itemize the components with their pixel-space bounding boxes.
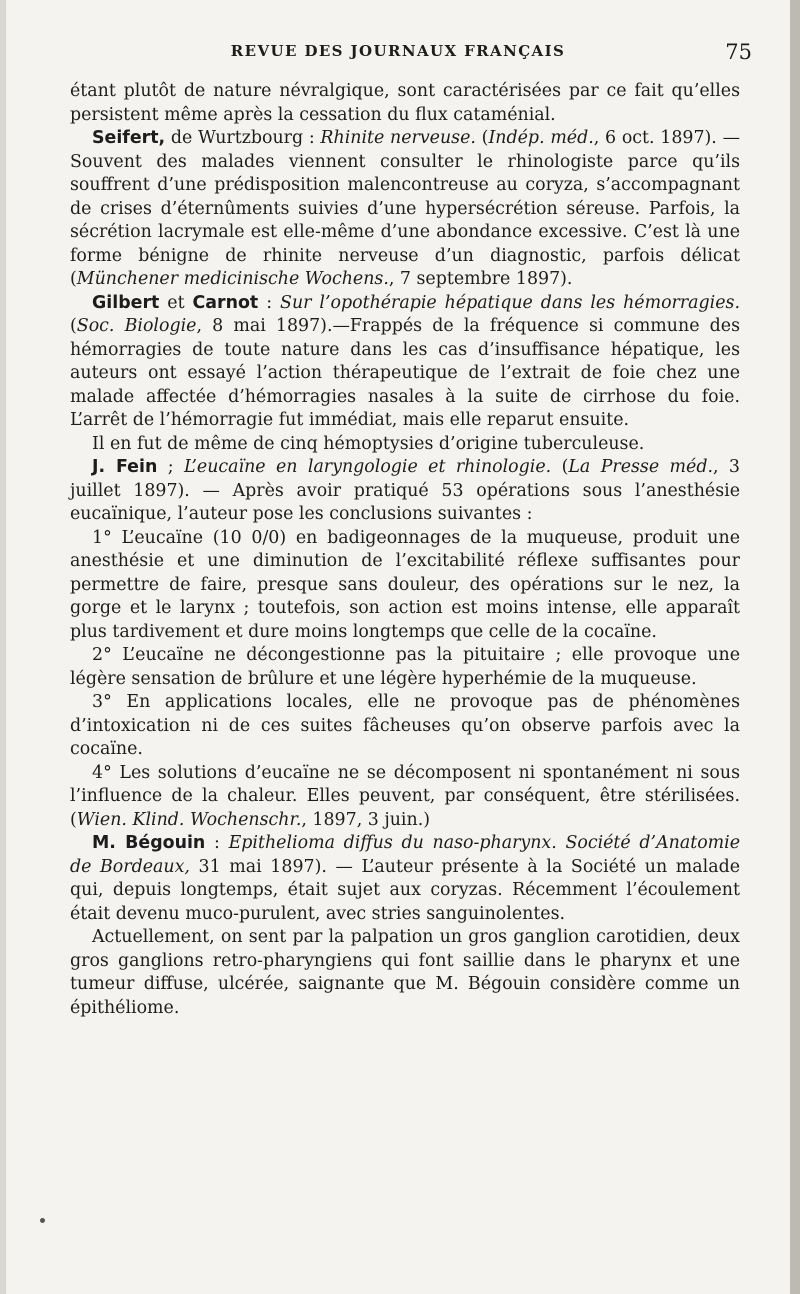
source-journal: Münchener medicinische Wochens.	[76, 269, 389, 289]
author-name: J. Fein	[92, 457, 158, 477]
article-title: L’eucaïne en laryngologie et rhinologie.	[184, 457, 552, 477]
source-journal: La Presse méd.	[568, 457, 713, 477]
article-title: Rhinite nerveuse.	[320, 128, 476, 148]
ink-speck	[40, 1218, 45, 1223]
source-journal: Wien. Klind. Wochenschr.	[76, 809, 302, 830]
running-title: REVUE DES JOURNAUX FRANÇAIS	[230, 42, 566, 60]
conclusion-3: 3° En applications locales, elle ne provoque pas de phénomènes d’intoxication ni de ces suites fâcheuses qu’on observe parfois avec la cocaïne.	[70, 692, 740, 759]
article-seifert: Seifert, de Wurtzbourg : Rhinite nerveuse. (Indép. méd., 6 oct. 1897). — Souvent des malades viennent consulter le rhinologiste parce qu’ils souffrent d’une prédisposition malencontreuse au coryza, s’accompagnant de crises d’éternûments suivies d’une hypersécrétion séreuse. Parfois, la sécrétion lacrymale est elle-même d’une abondance excessive. C’est là une forme bénigne de rhinite nerveuse d’un diagnostic, parfois délicat (Münchener medicinische Wochens., 7 septembre 1897).	[70, 128, 740, 289]
source-journal: Soc. Biologie	[76, 316, 197, 336]
page-number: 75	[725, 40, 752, 64]
page-header	[6, 40, 790, 64]
paragraph: Il en fut de même de cinq hémoptysies d’origine tuberculeuse.	[92, 433, 645, 454]
author-name: Carnot	[192, 292, 259, 313]
author-name: Gilbert	[92, 292, 160, 313]
article-begouin: M. Bégouin : Epithelioma diffus du naso-pharynx. Société d’Anatomie de Bordeaux, 31 mai 1897). — L’auteur présente à la Société un malade qui, depuis longtemps, était sujet aux coryzas. Récemment l’écoulement était devenu muco-purulent, avec stries sanguinolentes.	[70, 833, 741, 924]
conclusion-4: 4° Les solutions d’eucaïne ne se décomposent ni spontanément ni sous l’influence de la chaleur. Elles peuvent, par conséquent, être stérilisées. (Wien. Klind. Wochenschr., 1897, 3 juin.)	[70, 762, 740, 830]
article-fein: J. Fein ; L’eucaïne en laryngologie et rhinologie. (La Presse méd., 3 juillet 1897). — Après avoir pratiqué 53 opérations sous l’anesthésie eucaïnique, l’auteur pose les conclusions suivantes :	[70, 457, 740, 524]
conclusion-2: 2° L’eucaïne ne décongestionne pas la pituitaire ; elle provoque une légère sensation de brûlure et une légère hyperhémie de la muqueuse.	[70, 645, 740, 689]
continued-paragraph: étant plutôt de nature névralgique, sont caractérisées par ce fait qu’elles persistent même après la cessation du flux cataménial.	[70, 81, 740, 125]
article-gilbert-carnot: Gilbert et Carnot : Sur l’opothérapie hépatique dans les hémorragies. (Soc. Biologie, 8 mai 1897).—Frappés de la fréquence si commune des hémorragies de toute nature dans les cas d’insuffisance hépatique, les auteurs ont essayé l’action thérapeutique de l’extrait de foie chez une malade affectée d’hémorragies nasales à la suite de cirrhose du foie. L’arrêt de l’hémorragie fut immédiat, mais elle reparut ensuite.	[70, 292, 740, 430]
author-name: Seifert,	[92, 128, 166, 148]
article-title: Sur l’opothérapie hépatique dans les hémorragies.	[280, 292, 740, 313]
conclusion-1: 1° L’eucaïne (10 0/0) en badigeonnages de la muqueuse, produit une anesthésie et une diminution de l’excitabilité réflexe suffisantes pour permettre de faire, presque sans douleur, des opérations sur le nez, la gorge et le larynx ; toutefois, son action est moins intense, elle apparaît plus tardivement et dure moins longtemps que celle de la cocaïne.	[70, 527, 740, 642]
paragraph: Actuellement, on sent par la palpation un gros ganglion carotidien, deux gros ganglions retro-pharyngiens qui font saillie dans le pharynx et une tumeur diffuse, ulcérée, saignante que M. Bégouin considère comme un épithéliome.	[70, 927, 740, 1018]
author-name: M. Bégouin	[92, 833, 206, 853]
source-journal: Indép. méd.	[488, 128, 594, 148]
article-title: Epithelioma diffus du naso-pharynx. Société d’Anatomie de Bordeaux,	[70, 833, 741, 877]
page-body	[70, 80, 740, 1020]
